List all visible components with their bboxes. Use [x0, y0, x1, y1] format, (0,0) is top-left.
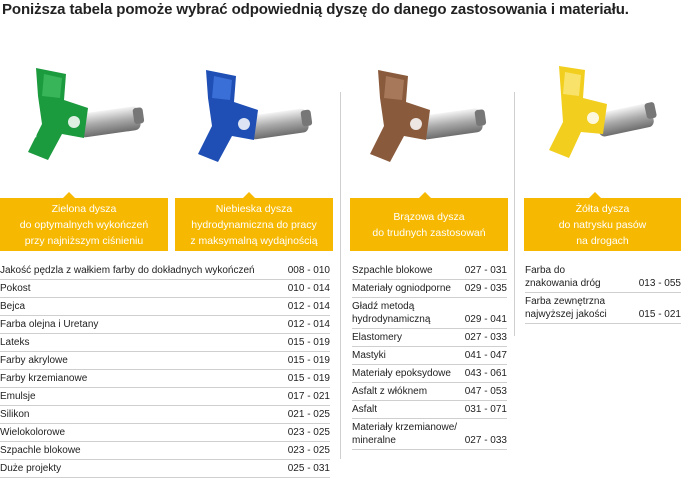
green-tip-table [0, 262, 330, 478]
tip-size-range: 027 - 031 [464, 265, 507, 276]
tip-size-range: 027 - 033 [464, 332, 507, 343]
table-row [352, 365, 507, 383]
table-row [0, 424, 330, 442]
table-row [352, 298, 507, 329]
tip-size-range: 013 - 055 [638, 278, 681, 289]
material-label: Jakość pędzla z wałkiem farby do dokładnych wykończeń [0, 265, 255, 276]
table-row [352, 401, 507, 419]
material-label: Gładź metodą hydrodynamiczną [352, 301, 431, 325]
tip-size-range: 015 - 019 [287, 355, 330, 366]
green-tip-band [0, 198, 168, 251]
table-row [352, 329, 507, 347]
tip-size-range: 015 - 021 [638, 309, 681, 320]
tip-size-range: 029 - 035 [464, 283, 507, 294]
tip-size-range: 023 - 025 [287, 445, 330, 456]
blue-spray-tip-icon [180, 60, 330, 170]
material-label: Bejca [0, 301, 26, 312]
table-row [0, 316, 330, 334]
material-label: Silikon [0, 409, 30, 420]
material-label: Szpachle blokowe [352, 265, 433, 276]
blue-tip-band [175, 198, 333, 251]
material-label: Farba do znakowania dróg [525, 265, 601, 289]
brown-tip-band [350, 198, 508, 251]
material-label: Emulsje [0, 391, 36, 402]
table-row [0, 370, 330, 388]
table-row [352, 262, 507, 280]
table-row [525, 262, 681, 293]
yellow-tip-band [524, 198, 681, 251]
table-row [0, 298, 330, 316]
table-row [352, 347, 507, 365]
green-tip-band-text: Zielona dysza do optymalnych wykończeń przy najniższym ciśnieniu [19, 202, 149, 247]
tip-size-range: 008 - 010 [287, 265, 330, 276]
table-row [0, 352, 330, 370]
yellow-spray-tip-icon [525, 60, 675, 170]
material-label: Materiały krzemianowe/ mineralne [352, 422, 458, 446]
tip-size-range: 025 - 031 [287, 463, 330, 474]
tip-size-range: 015 - 019 [287, 373, 330, 384]
brown-tip-band-text: Brązowa dysza do trudnych zastosowań [372, 210, 486, 239]
table-row [352, 383, 507, 401]
column-separator [340, 92, 341, 459]
material-label: Asfalt [352, 404, 378, 415]
tip-size-range: 017 - 021 [287, 391, 330, 402]
material-label: Elastomery [352, 332, 403, 343]
material-label: Farby krzemianowe [0, 373, 88, 384]
material-label: Farba zewnętrzna najwyższej jakości [525, 296, 607, 320]
tip-size-range: 029 - 041 [464, 314, 507, 325]
table-row [0, 262, 330, 280]
tip-size-range: 012 - 014 [287, 301, 330, 312]
material-label: Farby akrylowe [0, 355, 68, 366]
table-row [352, 419, 507, 450]
tip-size-range: 021 - 025 [287, 409, 330, 420]
tip-size-range: 047 - 053 [464, 386, 507, 397]
table-row [0, 406, 330, 424]
brown-tip-table [352, 262, 507, 450]
table-row [0, 442, 330, 460]
svg-text:LP: LP [28, 124, 42, 139]
material-label: Lateks [0, 337, 30, 348]
material-label: Farba olejna i Uretany [0, 319, 99, 330]
tip-size-range: 012 - 014 [287, 319, 330, 330]
blue-tip-band-text: Niebieska dysza hydrodynamiczna do pracy z maksymalną wydajnością [190, 202, 318, 247]
table-row [525, 293, 681, 324]
table-row [0, 388, 330, 406]
tip-size-range: 023 - 025 [287, 427, 330, 438]
green-spray-tip-icon [8, 60, 158, 170]
material-label: Materiały ogniodporne [352, 283, 451, 294]
brown-spray-tip-icon [352, 60, 502, 170]
column-separator [514, 92, 515, 336]
yellow-tip-table [525, 262, 681, 324]
table-row [0, 460, 330, 478]
material-label: Asfalt z włóknem [352, 386, 428, 397]
material-label: Materiały epoksydowe [352, 368, 451, 379]
tip-size-range: 027 - 033 [464, 435, 507, 446]
material-label: Szpachle blokowe [0, 445, 81, 456]
table-row [0, 280, 330, 298]
tip-size-range: 015 - 019 [287, 337, 330, 348]
page-title: Poniższa tabela pomoże wybrać odpowiednią dyszę do danego zastosowania i materiału. [2, 1, 629, 18]
tip-size-range: 031 - 071 [464, 404, 507, 415]
tip-size-range: 041 - 047 [464, 350, 507, 361]
yellow-tip-band-text: Żółta dysza do natrysku pasów na drogach [558, 202, 647, 247]
table-row [0, 334, 330, 352]
tip-size-range: 010 - 014 [287, 283, 330, 294]
material-label: Mastyki [352, 350, 386, 361]
tip-size-range: 043 - 061 [464, 368, 507, 379]
table-row [352, 280, 507, 298]
material-label: Pokost [0, 283, 31, 294]
material-label: Duże projekty [0, 463, 62, 474]
material-label: Wielokolorowe [0, 427, 66, 438]
